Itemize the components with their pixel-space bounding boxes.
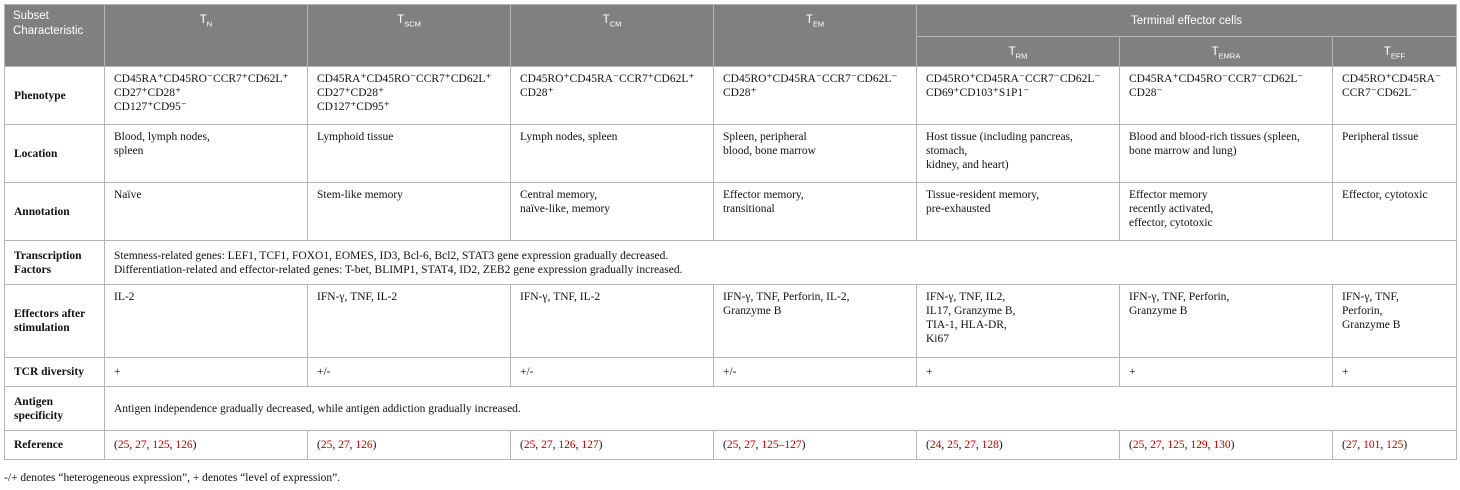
tcr-cell-trm: + <box>917 358 1120 387</box>
table-footnote: -/+ denotes “heterogeneous expression”, + denotes “level of expression”. <box>4 472 341 484</box>
table-row-reference <box>5 431 1457 460</box>
terminal-effector-group-header: Terminal effector cells <box>917 5 1457 37</box>
effectors-cell-tscm: IFN-γ, TNF, IL-2 <box>308 285 511 358</box>
table-row-tcr <box>5 358 1457 387</box>
col-header-trm: $T_{RM}$ <box>917 37 1120 67</box>
row-header-location: Location <box>5 125 105 183</box>
reference-link[interactable]: 27 <box>135 439 147 451</box>
table-row-transcription <box>5 241 1457 285</box>
reference-cell-tscm: (25, 27, 126) <box>308 431 511 460</box>
reference-link[interactable]: 25 <box>726 439 739 451</box>
reference-link[interactable]: 27 <box>964 439 976 451</box>
effectors-cell-temra: IFN-γ, TNF, Perforin, Granzyme B <box>1120 285 1333 358</box>
corner-header-line1: Subset <box>13 10 49 22</box>
transcription-spanning-cell: Stemness-related genes: LEF1, TCF1, FOXO1, EOMES, ID3, Bcl-6, Bcl2, STAT3 gene expression gradually decreased. Differentiation-related and effector-related genes: T-bet, BLIMP1, STAT4, ID2, ZEB2 gene expression gradually increased. <box>105 241 1457 285</box>
reference-cell-tcm: (25, 27, 126, 127) <box>511 431 714 460</box>
phenotype-cell-tn: CD45RA⁺CD45RO⁻CCR7⁺CD62L⁺ CD27⁺CD28⁺ CD127⁺CD95⁻ <box>105 67 308 125</box>
annotation-cell-tscm: Stem-like memory <box>308 183 511 241</box>
tcr-cell-temra: + <box>1120 358 1333 387</box>
reference-link[interactable]: 27 <box>541 439 553 451</box>
phenotype-cell-temra: CD45RA⁺CD45RO⁻CCR7⁻CD62L⁻ CD28⁻ <box>1120 67 1333 125</box>
reference-link[interactable]: 101 <box>1363 439 1381 451</box>
reference-cell-tem: (25, 27, 125–127) <box>714 431 917 460</box>
t-cell-subset-table <box>4 4 1457 460</box>
location-cell-teff: Peripheral tissue <box>1333 125 1457 183</box>
effectors-cell-tem: IFN-γ, TNF, Perforin, IL-2, Granzyme B <box>714 285 917 358</box>
col-header-tscm: $T_{SCM}$ <box>308 5 511 67</box>
reference-link[interactable]: 126 <box>355 439 373 451</box>
effectors-cell-trm: IFN-γ, TNF, IL2, IL17, Granzyme B, TIA-1, HLA-DR, Ki67 <box>917 285 1120 358</box>
col-header-tn: $T_N$ <box>105 5 308 67</box>
row-header-transcription: Transcription Factors <box>5 241 105 285</box>
col-header-temra: $T_{EMRA}$ <box>1120 37 1333 67</box>
reference-cell-temra: (25, 27, 125, 129, 130) <box>1120 431 1333 460</box>
table-row-annotation <box>5 183 1457 241</box>
annotation-cell-tem: Effector memory, transitional <box>714 183 917 241</box>
row-header-phenotype: Phenotype <box>5 67 105 125</box>
reference-link[interactable]: 25 <box>117 439 130 451</box>
annotation-cell-teff: Effector, cytotoxic <box>1333 183 1457 241</box>
location-cell-temra: Blood and blood-rich tissues (spleen, bone marrow and lung) <box>1120 125 1333 183</box>
location-cell-tscm: Lymphoid tissue <box>308 125 511 183</box>
reference-link[interactable]: 125 <box>1386 439 1404 451</box>
effectors-cell-teff: IFN-γ, TNF, Perforin, Granzyme B <box>1333 285 1457 358</box>
location-cell-tn: Blood, lymph nodes, spleen <box>105 125 308 183</box>
phenotype-cell-tcm: CD45RO⁺CD45RA⁻CCR7⁺CD62L⁺ CD28⁺ <box>511 67 714 125</box>
reference-cell-tn: (25, 27, 125, 126) <box>105 431 308 460</box>
reference-link[interactable]: 27 <box>1150 439 1162 451</box>
annotation-cell-tn: Naïve <box>105 183 308 241</box>
tcr-cell-tn: + <box>105 358 308 387</box>
reference-link[interactable]: 125 <box>1167 439 1185 451</box>
table-row-effectors <box>5 285 1457 358</box>
corner-header-line2: Characteristic <box>13 25 84 37</box>
corner-header <box>5 5 105 67</box>
reference-link[interactable]: 128 <box>981 439 999 451</box>
table-row-location <box>5 125 1457 183</box>
effectors-cell-tn: IL-2 <box>105 285 308 358</box>
reference-cell-trm: (24, 25, 27, 128) <box>917 431 1120 460</box>
reference-link[interactable]: 25 <box>320 439 333 451</box>
phenotype-cell-tem: CD45RO⁺CD45RA⁻CCR7⁻CD62L⁻ CD28⁺ <box>714 67 917 125</box>
reference-cell-teff: (27, 101, 125) <box>1333 431 1457 460</box>
col-header-tcm: $T_{CM}$ <box>511 5 714 67</box>
phenotype-cell-tscm: CD45RA⁺CD45RO⁻CCR7⁺CD62L⁺ CD27⁺CD28⁺ CD127⁺CD95⁺ <box>308 67 511 125</box>
reference-link[interactable]: 129 <box>1190 439 1208 451</box>
row-header-antigen: Antigen specificity <box>5 387 105 431</box>
reference-link[interactable]: 127 <box>581 439 599 451</box>
antigen-spanning-cell: Antigen independence gradually decreased, while antigen addiction gradually increased. <box>105 387 1457 431</box>
annotation-cell-temra: Effector memory recently activated, effector, cytotoxic <box>1120 183 1333 241</box>
tcr-cell-tem: +/- <box>714 358 917 387</box>
col-header-tem: $T_{EM}$ <box>714 5 917 67</box>
annotation-cell-trm: Tissue-resident memory, pre-exhausted <box>917 183 1120 241</box>
row-header-tcr: TCR diversity <box>5 358 105 387</box>
location-cell-trm: Host tissue (including pancreas, stomach, kidney, and heart) <box>917 125 1120 183</box>
phenotype-cell-trm: CD45RO⁺CD45RA⁻CCR7⁻CD62L⁻ CD69⁺CD103⁺S1P1⁻ <box>917 67 1120 125</box>
row-header-annotation: Annotation <box>5 183 105 241</box>
reference-link[interactable]: 125–127 <box>761 439 802 451</box>
reference-link[interactable]: 126 <box>175 439 193 451</box>
row-header-effectors: Effectors after stimulation <box>5 285 105 358</box>
reference-link[interactable]: 25 <box>947 439 959 451</box>
phenotype-cell-teff: CD45RO⁺CD45RA⁻ CCR7⁻CD62L⁻ <box>1333 67 1457 125</box>
reference-link[interactable]: 27 <box>1345 439 1358 451</box>
table-row-antigen <box>5 387 1457 431</box>
reference-link[interactable]: 130 <box>1213 439 1231 451</box>
reference-link[interactable]: 24 <box>929 439 942 451</box>
table-container <box>4 4 1456 460</box>
reference-link[interactable]: 27 <box>744 439 756 451</box>
reference-link[interactable]: 27 <box>338 439 350 451</box>
tcr-cell-tscm: +/- <box>308 358 511 387</box>
location-cell-tem: Spleen, peripheral blood, bone marrow <box>714 125 917 183</box>
reference-link[interactable]: 25 <box>523 439 536 451</box>
tcr-cell-tcm: +/- <box>511 358 714 387</box>
reference-link[interactable]: 25 <box>1132 439 1145 451</box>
row-header-reference: Reference <box>5 431 105 460</box>
reference-link[interactable]: 126 <box>558 439 576 451</box>
location-cell-tcm: Lymph nodes, spleen <box>511 125 714 183</box>
annotation-cell-tcm: Central memory, naïve-like, memory <box>511 183 714 241</box>
col-header-teff: $T_{EFF}$ <box>1333 37 1457 67</box>
table-row-phenotype <box>5 67 1457 125</box>
reference-link[interactable]: 125 <box>152 439 170 451</box>
tcr-cell-teff: + <box>1333 358 1457 387</box>
effectors-cell-tcm: IFN-γ, TNF, IL-2 <box>511 285 714 358</box>
